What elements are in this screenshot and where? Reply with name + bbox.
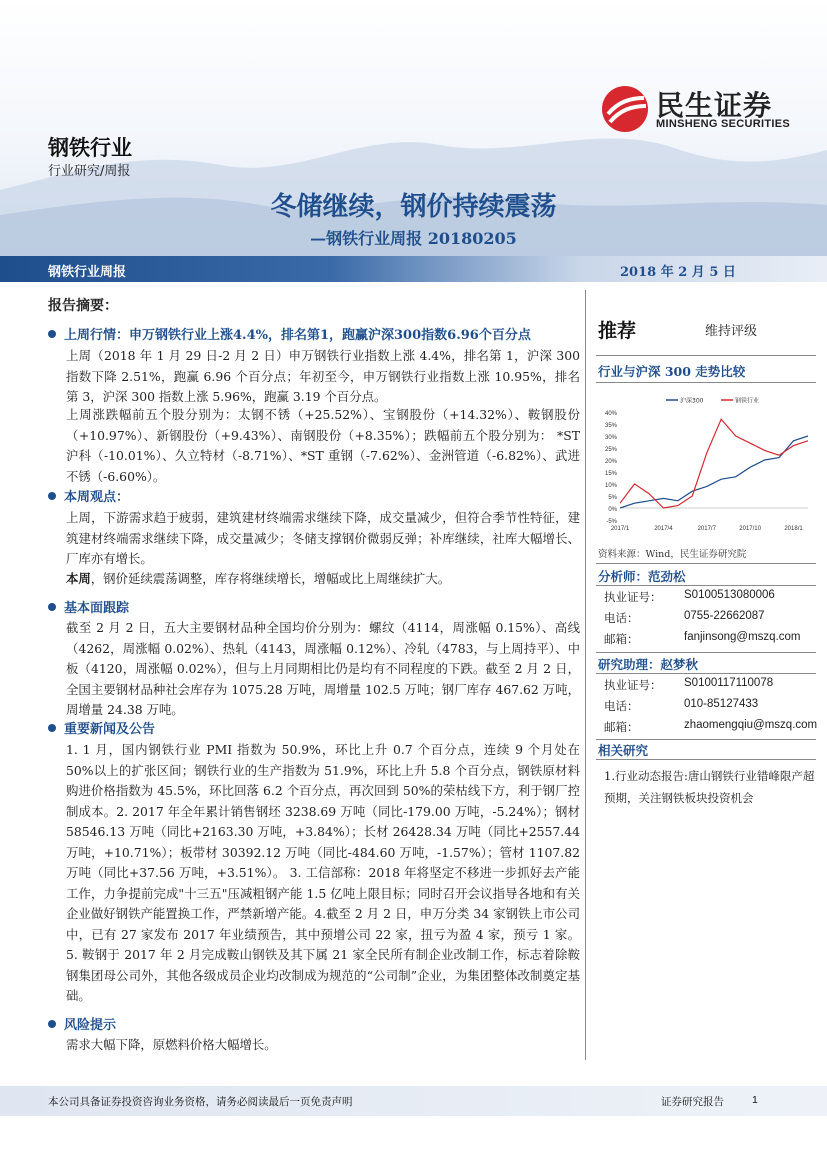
- bold-lead: 本周: [66, 571, 91, 586]
- paragraph-risk: 需求大幅下降，原燃料价格大幅增长。: [66, 1037, 277, 1052]
- page-title: 冬储继续，钢价持续震荡: [270, 192, 557, 222]
- paragraph-news: 1. 1 月，国内钢铁行业 PMI 指数为 50.9%，环比上升 0.7 个百分点，连续 9 个月处在 50%以上的扩张区间；钢铁行业的生产指数为 51.9%，环比上升 5.8 个百分点，钢铁原材料购进价格指数为 45.5%，环比回落 6.2 个百分点，再次回到 50%的荣枯线下方，利于钢厂控制成本。2. 2017 年全年累计销售钢坯 3238.69 万吨（同比-179.00 万吨，-5.24%）；钢材 58546.13 万吨（同比+2163.30 万吨，+3.84%）；长材 26428.34 万吨（同比+2557.44 万吨，+10.71%）；板带材 30392.12 万吨（同比-484.60 万吨，-1.57%）；管材 1107.82 万吨（同比+37.56 万吨，+3.51%）。 3. 工信部称：2018 年将坚定不移进一步抓好去产能工作，力争提前完成"十三五"压减粗钢产能 1.5 亿吨上限目标；同时召开会议指导各地和有关企业做好钢铁产能置换工作，严禁新增产能。4.截至 2 月 2 日，申万分类 34 家钢铁上市公司中，已有 27 家发布 2017 年业绩预告，其中预增公司 22 家，扭亏为盈 4 家，预亏 1 家。5. 鞍钢于 2017 年 2 月完成鞍山钢铁及其下属 21 家全民所有制企业改制工作，标志着除鞍钢集团母公司外，其他各级成员企业均改制成为规范的“公司制”企业，为集团整体改制奠定基础。: [66, 742, 580, 1003]
- legend-label: 沪深300: [680, 397, 704, 405]
- bullet-icon: [48, 492, 56, 500]
- bullet-icon: [48, 330, 56, 338]
- assistant-cert-label: 执业证号：: [604, 678, 662, 692]
- y-tick-label: 25%: [604, 447, 617, 453]
- analyst-cert-label: 执业证号：: [604, 590, 662, 604]
- x-tick-label: 2017/10: [739, 526, 762, 532]
- section-heading-risk: 风险提示: [48, 1014, 116, 1033]
- section-heading-view: 本周观点：: [48, 486, 129, 505]
- paragraph-market-1: 上周（2018 年 1 月 29 日-2 月 2 日）申万钢铁行业指数上涨 4.4%，排名第 1，沪深 300 指数下降 2.51%，跑赢 6.96 个百分点；年初至今，申万钢铁行业指数上涨 10.95%，排名第 3，沪深 300 指数上涨 5.96%，跑赢 3.19 个百分点。: [66, 348, 580, 404]
- divider: [596, 382, 816, 383]
- footer-disclaimer: 本公司具备证券投资咨询业务资格，请务必阅读最后一页免责声明: [48, 1096, 353, 1108]
- divider: [596, 355, 816, 356]
- x-tick-label: 2017/1: [610, 526, 630, 532]
- related-report-link[interactable]: 1.行业动态报告:唐山钢铁行业错峰限产超预期，关注钢铁板块投资机会: [604, 769, 815, 805]
- analyst-heading: 分析师：范劲松: [598, 569, 686, 584]
- bullet-icon: [48, 603, 56, 611]
- chart-source: 资料来源：Wind，民生证券研究院: [598, 549, 747, 560]
- series-line-0: [620, 436, 808, 508]
- divider: [596, 652, 816, 653]
- footer-report-label: 证券研究报告: [661, 1096, 724, 1108]
- analyst-phone-value: 0755-22662087: [684, 610, 765, 622]
- chart-heading: 行业与沪深 300 走势比较: [598, 364, 746, 379]
- rating-label: 推荐: [598, 320, 637, 342]
- assistant-cert-value: S0100117110078: [684, 677, 774, 689]
- divider: [596, 739, 816, 740]
- page-subtitle: —钢铁行业周报 20180205: [310, 229, 517, 248]
- x-tick-label: 2017/7: [697, 526, 716, 532]
- paragraph-view-2: 本周，钢价延续震荡调整，库存将继续增长，增幅或比上周继续扩大。: [66, 571, 451, 586]
- assistant-email-label: 邮箱：: [604, 720, 639, 734]
- y-tick-label: 40%: [604, 411, 617, 417]
- bullet-icon: [48, 724, 56, 732]
- page-number: 1: [752, 1094, 758, 1106]
- band-report-name: 钢铁行业周报: [48, 265, 127, 280]
- y-tick-label: 35%: [604, 423, 617, 429]
- divider: [596, 673, 816, 674]
- rating-sub: 维持评级: [705, 324, 758, 339]
- assistant-phone-value: 010-85127433: [684, 698, 759, 710]
- divider: [596, 759, 816, 760]
- trend-chart: [596, 396, 816, 536]
- y-tick-label: 15%: [604, 471, 617, 477]
- paragraph-view-1: 上周，下游需求趋于疲弱，建筑建材终端需求继续下降，成交量减少，但符合季节性特征，建筑建材终端需求继续下降，成交量减少；冬储支撑钢价微弱反弹；补库继续，社库大幅增长、厂库亦有增长。: [66, 510, 580, 566]
- analyst-cert-value: S0100513080006: [684, 589, 775, 601]
- legend-label: 钢铁行业: [735, 397, 760, 405]
- paragraph-market-2: 上周涨跌幅前五个股分别为：太钢不锈（+25.52%）、宝钢股份（+14.32%）、鞍钢股份（+10.97%）、新钢股份（+9.43%）、南钢股份（+8.35%）；跌幅前五个股分别为： *ST 沪科（-10.01%）、久立特材（-8.71%）、*ST 重钢（-7.62%）、金洲管道（-6.82%）、武进不锈（-6.60%）。: [66, 407, 580, 484]
- y-tick-label: 30%: [604, 435, 617, 441]
- column-divider: [585, 290, 586, 1060]
- series-line-1: [620, 419, 808, 508]
- section-heading-market: 上周行情：申万钢铁行业上涨4.4%，排名第1，跑赢沪深300指数6.96个百分点: [48, 324, 531, 343]
- section-heading-fundamentals: 基本面跟踪: [48, 597, 129, 616]
- divider: [596, 585, 816, 586]
- industry-label: 钢铁行业: [48, 136, 132, 160]
- paragraph-fundamentals: 截至 2 月 2 日，五大主要钢材品种全国均价分别为：螺纹（4114，周涨幅 0.15%）、高线（4262，周涨幅 0.02%）、热轧（4143，周涨幅 0.12%）、冷轧（4783，与上周持平）、中板（4120，周涨幅 0.02%），但与上月同期相比仍是均有不同程度的下跌。截至 2 月 2 日，全国主要钢材品种社会库存为 1075.28 万吨，周增量 102.5 万吨；钢厂库存 467.62 万吨，周增量 24.38 万吨。: [66, 620, 580, 717]
- minsheng-logo-icon: [600, 84, 652, 134]
- summary-label: 报告摘要：: [48, 298, 118, 314]
- logo-text-cn: 民生证券: [656, 89, 773, 122]
- related-heading: 相关研究: [598, 743, 649, 758]
- bullet-icon: [48, 1020, 56, 1028]
- section-heading-news: 重要新闻及公告: [48, 718, 155, 737]
- band-date: 2018 年 2 月 5 日: [620, 265, 736, 280]
- x-tick-label: 2017/4: [654, 526, 673, 532]
- y-tick-label: -5%: [606, 519, 617, 525]
- divider: [596, 563, 816, 564]
- y-tick-label: 5%: [608, 495, 617, 501]
- analyst-email-label: 邮箱：: [604, 632, 639, 646]
- y-tick-label: 0%: [608, 507, 617, 513]
- assistant-phone-label: 电话：: [604, 699, 639, 713]
- logo-text-en: MINSHENG SECURITIES: [656, 118, 791, 130]
- assistant-heading: 研究助理：赵梦秋: [598, 657, 699, 672]
- y-tick-label: 20%: [604, 459, 617, 465]
- x-tick-label: 2018/1: [784, 526, 803, 532]
- report-type: 行业研究/周报: [48, 164, 131, 179]
- analyst-phone-label: 电话：: [604, 611, 639, 625]
- assistant-email-value[interactable]: zhaomengqiu@mszq.com: [684, 719, 818, 731]
- y-tick-label: 10%: [604, 483, 617, 489]
- analyst-email-value[interactable]: fanjinsong@mszq.com: [684, 631, 801, 643]
